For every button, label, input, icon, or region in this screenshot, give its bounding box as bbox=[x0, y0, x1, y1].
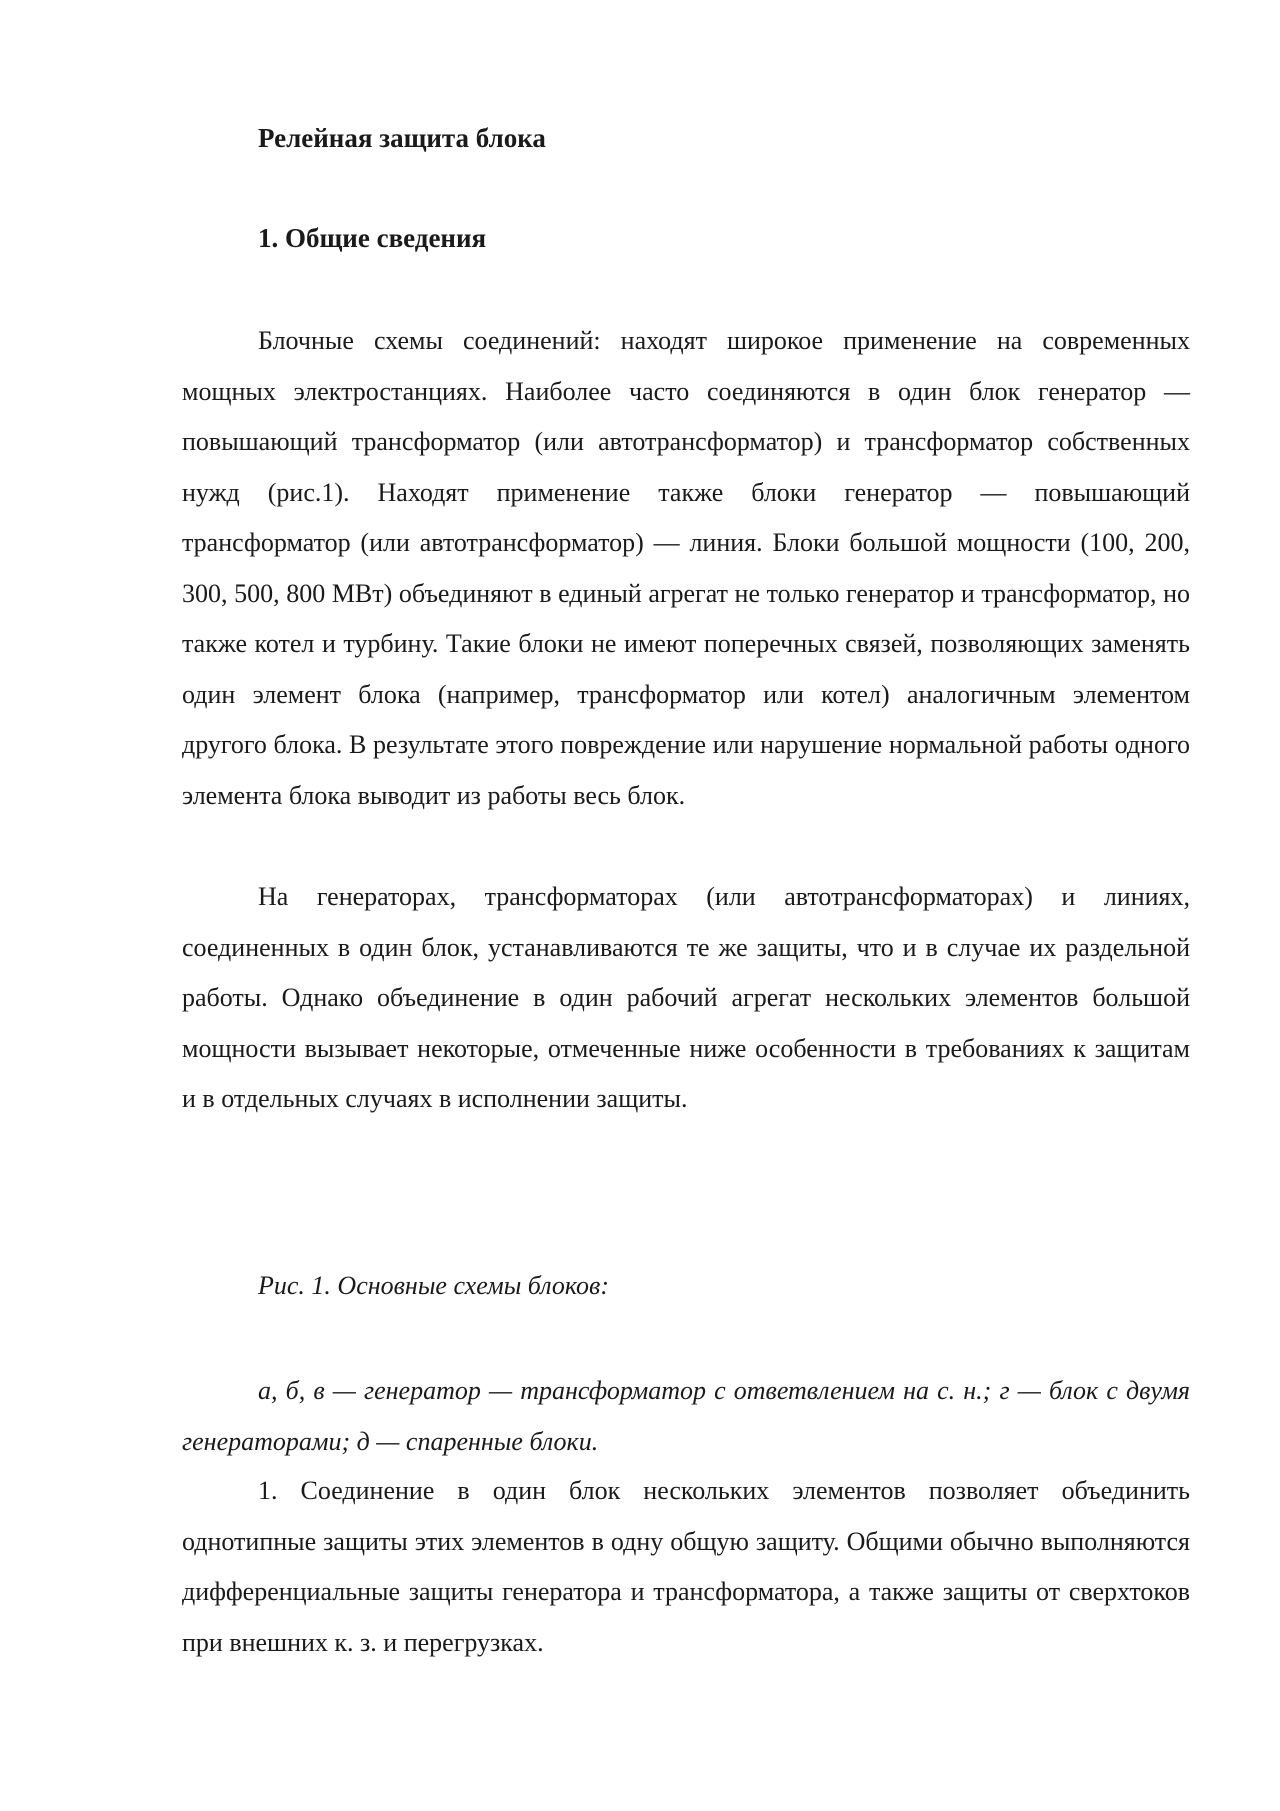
paragraph-intro: Блочные схемы соединений: находят широкое применение на современных мощных электростанциях. Наиболее часто соединяются в один блок генератор — повышающий трансформатор (или автотрансформатор) и трансформатор собственных нужд (рис.1). Находят применение также блоки генератор — повышающий трансформатор (или автотрансформатор) — линия. Блоки большой мощности (100, 200, 300, 500, 800 МВт) объединяют в единый агрегат не только генератор и трансформатор, но также котел и турбину. Такие блоки не имеют поперечных связей, позволяющих заменять один элемент блока (например, трансформатор или котел) аналогичным элементом другого блока. В результате этого повреждение или нарушение нормальной работы одного элемента блока выводит из работы весь блок. bbox=[182, 326, 1190, 810]
figure-caption-title: Рис. 1. Основные схемы блоков: bbox=[258, 1271, 609, 1300]
document-title: Релейная защита блока bbox=[258, 123, 546, 153]
section-heading: 1. Общие сведения bbox=[258, 223, 487, 253]
figure-caption-description: а, б, в — генератор — трансформатор с ответвлением на с. н.; г — блок с двумя генераторами; д — спаренные блоки. bbox=[182, 1376, 1190, 1456]
paragraph-protections: На генераторах, трансформаторах (или автотрансформаторах) и линиях, соединенных в один блок, устанавливаются те же защиты, что и в случае их раздельной работы. Однако объединение в один рабочий агрегат нескольких элементов большой мощности вызывает некоторые, отмеченные ниже особенности в требованиях к защитам и в отдельных случаях в исполнении защиты. bbox=[182, 882, 1190, 1113]
paragraph-list-item-1: 1. Соединение в один блок нескольких элементов позволяет объединить однотипные защиты этих элементов в одну общую защиту. Общими обычно выполняются дифференциальные защиты генератора и трансформатора, а также защиты от сверхтоков при внешних к. з. и перегрузках. bbox=[182, 1476, 1190, 1657]
